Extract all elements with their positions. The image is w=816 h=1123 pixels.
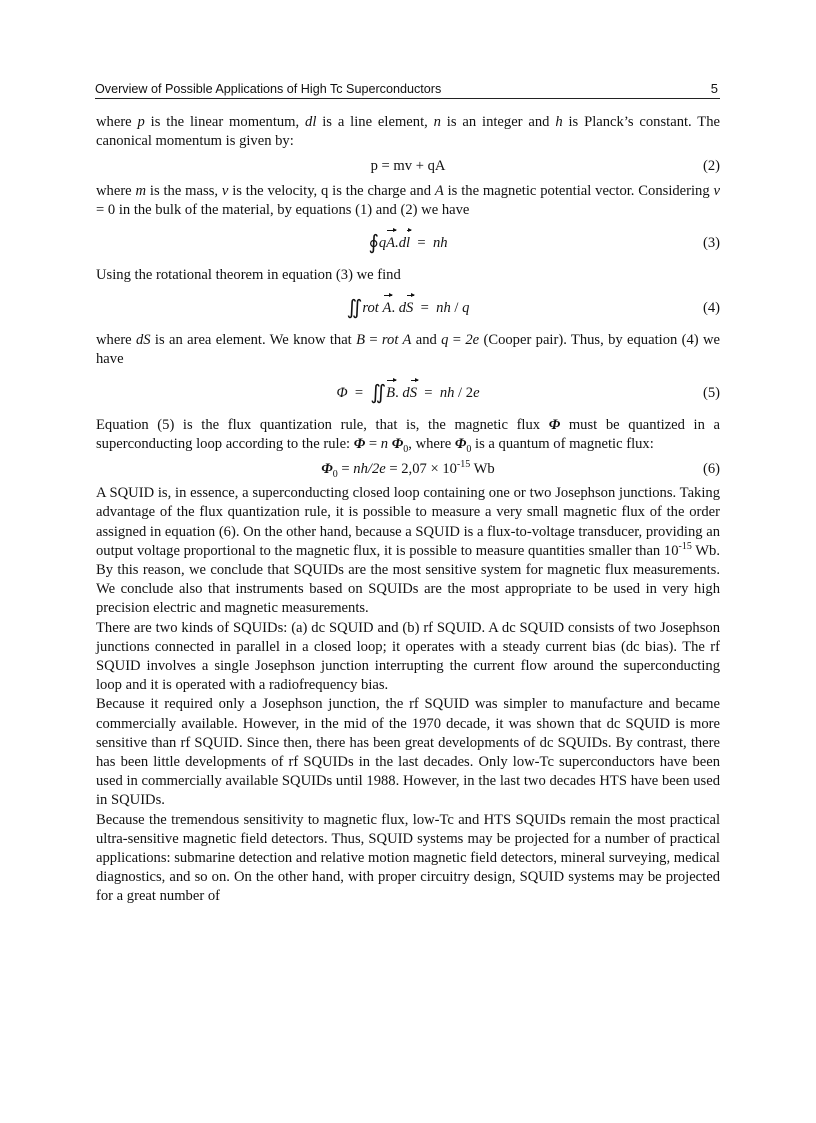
equation-5-expression: Φ = ∬B. dS = nh / 2e	[336, 379, 479, 407]
paragraph-2: where m is the mass, v is the velocity, q is the charge and A is the magnetic potential vector. Considering v = 0 in the bulk of the material, by equations (1) and (2) we have	[96, 182, 720, 218]
paragraph-3: Using the rotational theorem in equation (3) we find	[96, 267, 401, 283]
paragraph-7: There are two kinds of SQUIDs: (a) dc SQUID and (b) rf SQUID. A dc SQUID consists of two Josephson junctions connected in parallel in a closed loop; it operates with a steady current bias (dc bias). The rf SQUID involves a single Josephson junction interrupting the current flow around the superconducting loop and it is operated with a radiofrequency bias.	[96, 619, 720, 694]
paragraph-1: where p is the linear momentum, dl is a line element, n is an integer and h is Planck’s constant. The canonical momentum is given by:	[96, 114, 720, 150]
equation-3-number: (3)	[702, 235, 720, 251]
equation-6-expression: $\Phi_0 = nh/2e = 2,07 \times 10^{-15}$ Wb	[321, 459, 495, 480]
equation-2	[96, 157, 720, 176]
equation-5-number: (5)	[702, 384, 720, 401]
paragraph-9: Because the tremendous sensitivity to magnetic flux, low-Tc and HTS SQUIDs remain the most practical ultra-sensitive magnetic field detectors. Thus, SQUID systems may be projected for a number of practical applications: submarine detection and relative motion magnetic field detectors, mineral surveying, medical diagnostics, and so on. On the other hand, with proper circuitry design, SQUID systems may be projected for a great number of	[96, 811, 720, 905]
equation-4	[96, 294, 720, 322]
equation-4-number: (4)	[702, 300, 720, 317]
paragraph-8: Because it required only a Josephson junction, the rf SQUID was simpler to manufacture and became commercially available. However, in the mid of the 1970 decade, it was shown that dc SQUID is more sensitive than rf SQUID. Since then, there has been great developments of dc SQUIDs. By contrast, there has been little developments of rf SQUIDs in the last decades. Only low-Tc superconductors have been used in commercially available SQUIDs until 1988. However, in the last two decades HTS have been used in SQUIDs.	[96, 696, 720, 809]
paragraph-6: A SQUID is, in essence, a superconducting closed loop containing one or two Josephson junctions. Taking advantage of the flux quantization rule, it is possible to measure a very small magnetic flux of the order assigned in equation (6). On the other hand, because a SQUID is a flux-to-voltage transducer, providing an output voltage proportional to the magnetic flux, it is possible to measure quantities smaller than $10^{-15}$ Wb. By this reason, we conclude that SQUIDs are the most sensitive system for magnetic flux measurements. We conclude also that instruments based on SQUIDs are the most appropriate to be used in very high precision electric and magnetic measurements.	[96, 485, 720, 617]
equation-2-number: (2)	[702, 158, 720, 175]
equation-6-number: (6)	[702, 461, 720, 478]
equation-6	[96, 460, 720, 479]
equation-3	[96, 229, 720, 257]
paragraph-4: where dS is an area element. We know that B = rot A and q = 2e (Cooper pair). Thus, by equation (4) we have	[96, 332, 720, 368]
paragraph-5: Equation (5) is the flux quantization rule, that is, the magnetic flux Φ must be quantized in a superconducting loop according to the rule: Φ = n $\Phi_0$, where $\Phi_0$ is a quantum of magnetic flux:	[96, 416, 720, 455]
equation-5	[96, 379, 720, 407]
header-title: Overview of Possible Applications of High Tc Superconductors	[95, 82, 442, 96]
equation-4-expression: ∬rot A. dS = nh / q	[347, 294, 470, 322]
page-number: 5	[710, 81, 718, 96]
equation-3-expression: ∮qA.dl = nh	[368, 229, 447, 257]
running-header	[95, 81, 720, 99]
body-text	[96, 113, 720, 907]
equation-2-expression: p = mv + qA	[370, 158, 446, 175]
